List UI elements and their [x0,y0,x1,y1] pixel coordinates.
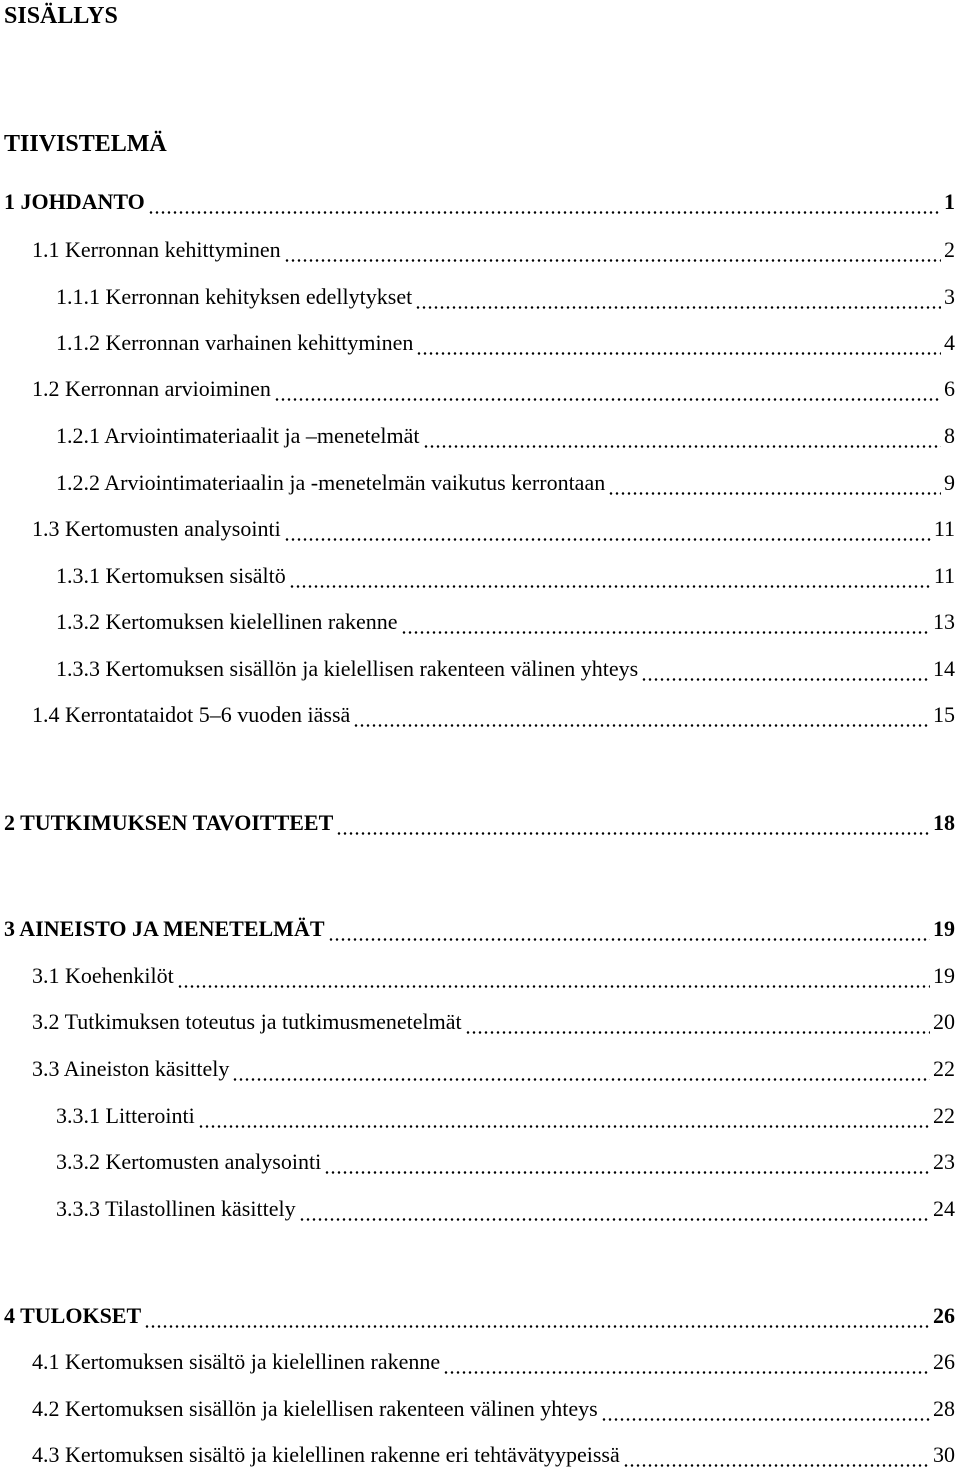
page-title: SISÄLLYS [4,3,118,29]
toc-entry-section-1-2-1 [56,422,955,450]
toc-entry-label: 1.1.2 Kerronnan varhainen kehittyminen [56,330,414,355]
toc-entry-section-1-1 [32,236,955,264]
toc-page-number: 14 [933,656,955,681]
toc-entry-label: 3 AINEISTO JA MENETELMÄT [4,916,325,941]
toc-entry-label: 1.3.2 Kertomuksen kielellinen rakenne [56,609,398,634]
toc-entry-label: 1.4 Kerrontataidot 5–6 vuoden iässä [32,702,351,727]
toc-entry-section-1-3-2 [56,608,955,636]
toc-entry-label: 1.3 Kertomusten analysointi [32,516,281,541]
toc-entry-chapter-1 [4,188,955,216]
dot-leader [177,983,930,990]
toc-page-number: 28 [933,1396,955,1421]
dot-leader [353,722,930,729]
toc-page-number: 4 [944,330,955,355]
toc-entry-label: 1.1 Kerronnan kehittyminen [32,237,281,262]
toc-page-number: 9 [944,470,955,495]
toc-page-number: 18 [933,810,955,835]
toc-entry-section-1-2-2 [56,469,955,497]
toc-entry-section-1-3 [32,515,955,543]
toc-entry-section-4-1 [32,1348,955,1376]
toc-entry-label: 3.3.1 Litterointi [56,1103,195,1128]
toc-page-number: 19 [933,963,955,988]
toc-page-number: 26 [933,1303,955,1328]
dot-leader [443,1369,930,1376]
toc-page-number: 15 [933,702,955,727]
dot-leader [423,443,941,450]
toc-entry-section-1-3-1 [56,562,955,590]
toc-entry-section-1-1-2 [56,329,955,357]
toc-page-number: 1 [944,189,955,214]
toc-entry-label: 1.3.1 Kertomuksen sisältö [56,563,286,588]
abstract-heading: TIIVISTELMÄ [4,131,167,157]
toc-entry-label: 4 TULOKSET [4,1303,142,1328]
toc-page-number: 26 [933,1349,955,1374]
toc-entry-label: 1.3.3 Kertomuksen sisällön ja kielellisen rakenteen välinen yhteys [56,656,639,681]
toc-entry-label: 2 TUTKIMUKSEN TAVOITTEET [4,810,334,835]
toc-entry-section-3-3-2 [56,1148,955,1176]
toc-page-number: 13 [933,609,955,634]
dot-leader [465,1029,930,1036]
toc-entry-label: 1 JOHDANTO [4,189,145,214]
toc-entry-section-3-1 [32,962,955,990]
dot-leader [148,209,941,216]
toc-entry-chapter-4 [4,1302,955,1330]
toc-page-number: 22 [933,1103,955,1128]
toc-entry-label: 3.2 Tutkimuksen toteutus ja tutkimusmenetelmät [32,1009,462,1034]
dot-leader [274,396,941,403]
toc-entry-section-1-2 [32,375,955,403]
dot-leader [608,490,941,497]
toc-page-number: 11 [933,516,955,541]
toc-entry-chapter-2 [4,809,955,837]
dot-leader [415,304,941,311]
toc-entry-label: 1.1.1 Kerronnan kehityksen edellytykset [56,284,413,309]
toc-entry-section-4-3 [32,1441,955,1469]
toc-page-number: 22 [933,1056,955,1081]
toc-entry-label: 1.2.2 Arviointimateriaalin ja -menetelmän vaikutus kerrontaan [56,470,606,495]
toc-page-number: 6 [944,376,955,401]
toc-entry-section-3-3-3 [56,1195,955,1223]
dot-leader [601,1416,930,1423]
toc-page-number: 24 [933,1196,955,1221]
dot-leader [284,536,931,543]
toc-entry-label: 4.2 Kertomuksen sisällön ja kielellisen rakenteen välinen yhteys [32,1396,598,1421]
toc-entry-label: 3.1 Koehenkilöt [32,963,174,988]
dot-leader [401,629,930,636]
dot-leader [284,257,941,264]
toc-entry-section-1-4 [32,701,955,729]
dot-leader [299,1216,930,1223]
toc-page-number: 19 [933,916,955,941]
dot-leader [328,936,930,943]
dot-leader [324,1169,930,1176]
toc-entry-section-3-3 [32,1055,955,1083]
toc-entry-section-4-2 [32,1395,955,1423]
toc-entry-label: 1.2 Kerronnan arvioiminen [32,376,271,401]
dot-leader [144,1323,930,1330]
toc-entry-label: 4.1 Kertomuksen sisältö ja kielellinen rakenne [32,1349,441,1374]
toc-entry-section-3-3-1 [56,1102,955,1130]
toc-entry-chapter-3 [4,915,955,943]
dot-leader [623,1462,930,1469]
toc-page-number: 23 [933,1149,955,1174]
toc-page-number: 20 [933,1009,955,1034]
toc-entry-label: 3.3 Aineiston käsittely [32,1056,230,1081]
dot-leader [232,1076,930,1083]
dot-leader [198,1123,930,1130]
toc-entry-section-1-1-1 [56,283,955,311]
toc-page-number: 3 [944,284,955,309]
dot-leader [336,830,930,837]
toc-page-number: 8 [944,423,955,448]
toc-entry-label: 3.3.2 Kertomusten analysointi [56,1149,322,1174]
toc-entry-section-3-2 [32,1008,955,1036]
toc-entry-label: 4.3 Kertomuksen sisältö ja kielellinen rakenne eri tehtävätyypeissä [32,1442,620,1467]
toc-page-number: 11 [933,563,955,588]
dot-leader [641,676,930,683]
toc-page-number: 30 [933,1442,955,1467]
dot-leader [416,350,941,357]
toc-entry-label: 3.3.3 Tilastollinen käsittely [56,1196,296,1221]
toc-page-number: 2 [944,237,955,262]
toc-entry-label: 1.2.1 Arviointimateriaalit ja –menetelmät [56,423,420,448]
toc-entry-section-1-3-3 [56,655,955,683]
dot-leader [289,583,931,590]
